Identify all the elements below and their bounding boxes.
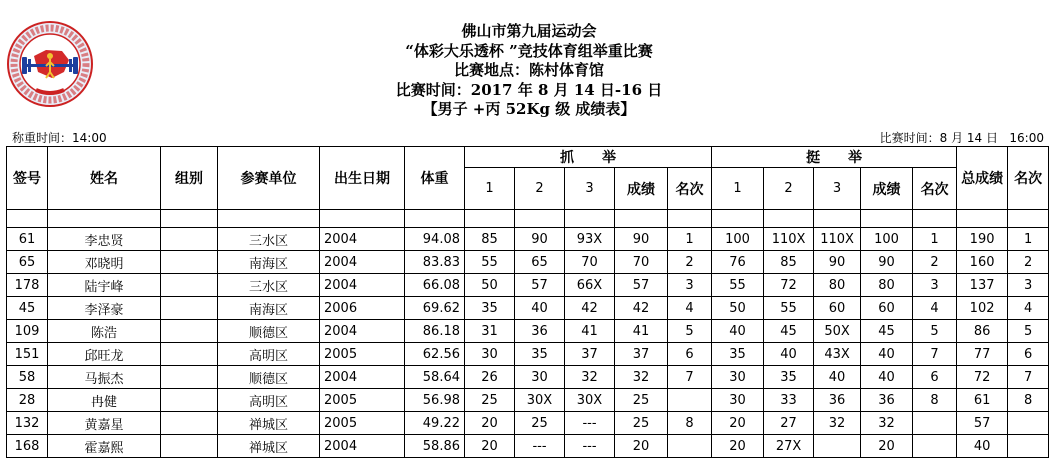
cell-unit: 南海区 [218,251,320,274]
header-cj-rank: 名次 [913,168,957,210]
cell-total: 40 [957,435,1008,458]
cell-birth: 2005 [320,343,405,366]
cell-group [161,274,218,297]
cell-name: 马振杰 [48,366,161,389]
cell-group [161,343,218,366]
cell-cj-3: 50X [814,320,861,343]
cell-cj-rank: 8 [913,389,957,412]
cell-cj-rank: 1 [913,228,957,251]
cell-birth: 2006 [320,297,405,320]
cell-birth: 2005 [320,412,405,435]
cell-total: 190 [957,228,1008,251]
cell-group [161,320,218,343]
cell-cj-1: 50 [712,297,764,320]
cell-cj-2: 45 [764,320,814,343]
cell-cj-2: 55 [764,297,814,320]
cell-final-rank: 4 [1008,297,1049,320]
cell-group [161,251,218,274]
header-final-rank: 名次 [1008,147,1049,210]
cell-snatch-rank: 8 [668,412,712,435]
cell-cj-2: 110X [764,228,814,251]
cell-final-rank: 8 [1008,389,1049,412]
cell-cj-rank [913,412,957,435]
cell-cj-3: 40 [814,366,861,389]
cell-snatch-2: 36 [515,320,565,343]
cell-cj-3: 32 [814,412,861,435]
table-row [7,366,1049,389]
cell-final-rank [1008,435,1049,458]
cell-weight: 83.83 [405,251,465,274]
cell-group [161,435,218,458]
cell-final-rank: 3 [1008,274,1049,297]
cell-snatch-3: 30X [565,389,615,412]
header-snatch-rank: 名次 [668,168,712,210]
cell-sign-no: 28 [7,389,48,412]
header-birth: 出生日期 [320,147,405,210]
results-table [6,146,1049,458]
cell-cj-1: 55 [712,274,764,297]
match-dates: 比赛时间：2017 年 8 月 14 日-16 日 [395,80,663,99]
cell-sign-no: 151 [7,343,48,366]
cell-weight: 94.08 [405,228,465,251]
cell-cj-rank: 3 [913,274,957,297]
cell-sign-no: 132 [7,412,48,435]
cell-birth: 2004 [320,435,405,458]
cell-cj-rank: 4 [913,297,957,320]
cell-snatch-2: --- [515,435,565,458]
cell-snatch-2: 35 [515,343,565,366]
cell-unit: 南海区 [218,297,320,320]
cell-cj-2: 27 [764,412,814,435]
cell-cj-result: 40 [861,366,913,389]
cell-snatch-2: 30 [515,366,565,389]
cell-snatch-3: 66X [565,274,615,297]
cell-snatch-result: 37 [615,343,668,366]
cell-cj-result: 45 [861,320,913,343]
header-group: 组别 [161,147,218,210]
cell-snatch-result: 25 [615,389,668,412]
cell-birth: 2005 [320,389,405,412]
cell-cj-3: 110X [814,228,861,251]
cell-snatch-rank: 6 [668,343,712,366]
cell-group [161,228,218,251]
cell-name: 黄嘉星 [48,412,161,435]
cell-cj-3 [814,435,861,458]
cell-cj-3: 80 [814,274,861,297]
cell-weight: 66.08 [405,274,465,297]
cell-cj-result: 32 [861,412,913,435]
cell-cj-2: 35 [764,366,814,389]
cell-sign-no: 109 [7,320,48,343]
cell-name: 李泽豪 [48,297,161,320]
cell-sign-no: 168 [7,435,48,458]
cell-cj-2: 72 [764,274,814,297]
header-name: 姓名 [48,147,161,210]
cell-cj-1: 30 [712,389,764,412]
header-snatch-2: 2 [515,168,565,210]
cell-birth: 2004 [320,274,405,297]
cell-unit: 顺德区 [218,320,320,343]
cell-snatch-1: 55 [465,251,515,274]
header-cj-1: 1 [712,168,764,210]
cell-sign-no: 65 [7,251,48,274]
table-row [7,435,1049,458]
cell-weight: 86.18 [405,320,465,343]
table-row [7,251,1049,274]
cell-snatch-3: --- [565,435,615,458]
header-snatch-3: 3 [565,168,615,210]
cell-snatch-3: 70 [565,251,615,274]
cell-name: 冉健 [48,389,161,412]
cell-cj-3: 43X [814,343,861,366]
cell-cj-1: 35 [712,343,764,366]
cell-birth: 2004 [320,228,405,251]
header-clean-jerk: 挺 举 [712,147,957,168]
cell-snatch-1: 20 [465,435,515,458]
cell-snatch-result: 90 [615,228,668,251]
table-row [7,320,1049,343]
cell-cj-result: 40 [861,343,913,366]
cell-weight: 56.98 [405,389,465,412]
cell-cj-result: 90 [861,251,913,274]
cell-weight: 62.56 [405,343,465,366]
header-total: 总成绩 [957,147,1008,210]
cell-snatch-2: 25 [515,412,565,435]
cell-sign-no: 58 [7,366,48,389]
cell-name: 霍嘉熙 [48,435,161,458]
title-block [0,22,1058,120]
header-weight: 体重 [405,147,465,210]
cell-snatch-1: 31 [465,320,515,343]
category-title: 【男子 +丙 52Kg 级 成绩表】 [422,100,636,118]
cell-name: 邱旺龙 [48,343,161,366]
cell-group [161,412,218,435]
cell-snatch-1: 20 [465,412,515,435]
cell-name: 邓晓明 [48,251,161,274]
cell-snatch-1: 85 [465,228,515,251]
cell-snatch-rank: 2 [668,251,712,274]
cell-unit: 高明区 [218,343,320,366]
header-sign-no: 签号 [7,147,48,210]
cell-snatch-1: 25 [465,389,515,412]
table-row [7,412,1049,435]
cell-cj-1: 76 [712,251,764,274]
cell-snatch-rank: 7 [668,366,712,389]
match-time: 比赛时间：8 月 14 日 16:00 [879,131,1044,145]
cell-snatch-result: 42 [615,297,668,320]
cell-cj-result: 60 [861,297,913,320]
cell-final-rank: 6 [1008,343,1049,366]
cell-total: 86 [957,320,1008,343]
cell-snatch-result: 70 [615,251,668,274]
cell-cj-rank [913,435,957,458]
cell-snatch-1: 35 [465,297,515,320]
cell-snatch-rank: 3 [668,274,712,297]
cell-snatch-2: 90 [515,228,565,251]
cell-snatch-2: 57 [515,274,565,297]
cell-cj-rank: 7 [913,343,957,366]
cell-sign-no: 178 [7,274,48,297]
header-cj-3: 3 [814,168,861,210]
cell-cj-1: 20 [712,435,764,458]
table-row [7,343,1049,366]
cell-snatch-rank [668,435,712,458]
competition-name: “体彩大乐透杯 ”竞技体育组举重比赛 [405,41,653,60]
cell-cj-result: 100 [861,228,913,251]
cell-cj-2: 27X [764,435,814,458]
cell-snatch-2: 40 [515,297,565,320]
table-row [7,274,1049,297]
cell-snatch-rank: 4 [668,297,712,320]
cell-total: 57 [957,412,1008,435]
header-cj-result: 成绩 [861,168,913,210]
cell-cj-rank: 5 [913,320,957,343]
spacer-row [7,210,1049,228]
table-row [7,389,1049,412]
cell-snatch-3: 42 [565,297,615,320]
cell-cj-rank: 6 [913,366,957,389]
cell-sign-no: 45 [7,297,48,320]
cell-snatch-3: 32 [565,366,615,389]
cell-cj-1: 100 [712,228,764,251]
cell-snatch-2: 30X [515,389,565,412]
cell-snatch-result: 41 [615,320,668,343]
header-cj-2: 2 [764,168,814,210]
cell-final-rank [1008,412,1049,435]
header-snatch: 抓 举 [465,147,712,168]
cell-snatch-result: 32 [615,366,668,389]
cell-birth: 2004 [320,251,405,274]
cell-snatch-1: 26 [465,366,515,389]
cell-total: 137 [957,274,1008,297]
cell-final-rank: 2 [1008,251,1049,274]
cell-snatch-3: 93X [565,228,615,251]
cell-cj-2: 33 [764,389,814,412]
cell-snatch-2: 65 [515,251,565,274]
cell-total: 102 [957,297,1008,320]
cell-cj-1: 40 [712,320,764,343]
table-row [7,297,1049,320]
cell-group [161,297,218,320]
cell-cj-1: 20 [712,412,764,435]
cell-cj-result: 36 [861,389,913,412]
cell-final-rank: 1 [1008,228,1049,251]
cell-name: 李忠贤 [48,228,161,251]
cell-snatch-rank: 5 [668,320,712,343]
cell-cj-rank: 2 [913,251,957,274]
cell-sign-no: 61 [7,228,48,251]
table-row [7,228,1049,251]
cell-cj-1: 30 [712,366,764,389]
cell-weight: 58.86 [405,435,465,458]
cell-unit: 高明区 [218,389,320,412]
weigh-in-time: 称重时间：14:00 [12,131,107,145]
cell-final-rank: 5 [1008,320,1049,343]
cell-group [161,389,218,412]
cell-snatch-1: 30 [465,343,515,366]
cell-snatch-rank [668,389,712,412]
cell-weight: 69.62 [405,297,465,320]
cell-snatch-3: --- [565,412,615,435]
cell-name: 陆宇峰 [48,274,161,297]
cell-total: 160 [957,251,1008,274]
cell-total: 72 [957,366,1008,389]
venue: 比赛地点：陈村体育馆 [453,61,604,79]
header-snatch-1: 1 [465,168,515,210]
cell-cj-result: 80 [861,274,913,297]
cell-cj-3: 36 [814,389,861,412]
cell-snatch-3: 41 [565,320,615,343]
cell-unit: 禅城区 [218,435,320,458]
cell-snatch-result: 25 [615,412,668,435]
cell-weight: 49.22 [405,412,465,435]
cell-unit: 三水区 [218,228,320,251]
cell-snatch-result: 20 [615,435,668,458]
cell-cj-result: 20 [861,435,913,458]
header-unit: 参赛单位 [218,147,320,210]
cell-unit: 顺德区 [218,366,320,389]
cell-unit: 三水区 [218,274,320,297]
cell-snatch-rank: 1 [668,228,712,251]
cell-cj-3: 60 [814,297,861,320]
cell-final-rank: 7 [1008,366,1049,389]
header-snatch-result: 成绩 [615,168,668,210]
cell-cj-3: 90 [814,251,861,274]
event-name: 佛山市第九届运动会 [461,22,597,40]
cell-total: 61 [957,389,1008,412]
cell-cj-2: 40 [764,343,814,366]
cell-total: 77 [957,343,1008,366]
cell-weight: 58.64 [405,366,465,389]
cell-name: 陈浩 [48,320,161,343]
cell-snatch-1: 50 [465,274,515,297]
cell-cj-2: 85 [764,251,814,274]
cell-group [161,366,218,389]
cell-snatch-3: 37 [565,343,615,366]
cell-birth: 2004 [320,320,405,343]
cell-unit: 禅城区 [218,412,320,435]
cell-birth: 2004 [320,366,405,389]
cell-snatch-result: 57 [615,274,668,297]
